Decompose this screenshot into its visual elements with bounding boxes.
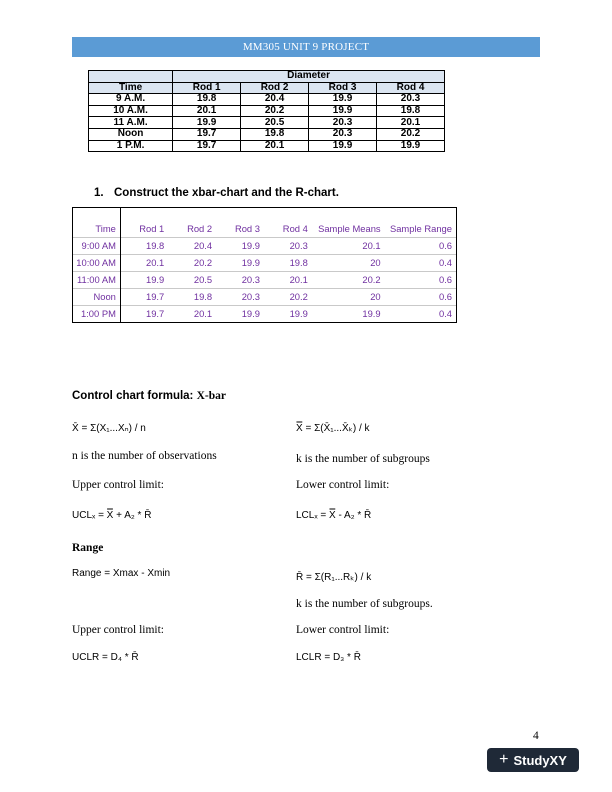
table-cell: 19.8 <box>173 94 241 106</box>
brand-label: StudyXY <box>513 752 567 768</box>
table-cell: 20.2 <box>241 105 309 117</box>
table-cell: 19.9 <box>216 238 264 255</box>
table-cell: 0.4 <box>385 255 457 272</box>
xbar-formula: X̄ = Σ(X₁...Xₙ) / n <box>72 423 146 434</box>
table-cell: 0.6 <box>385 272 457 289</box>
sample-stats-table <box>72 207 457 323</box>
control-chart-heading <box>72 390 226 402</box>
column-header-time: Time <box>89 82 173 94</box>
rbar-formula: R̄ = Σ(R₁...Rₖ) / k <box>296 572 372 583</box>
xdoublebar-formula: X̿ = Σ(X̄₁...X̄ₖ) / k <box>296 423 370 434</box>
table-cell: 20 <box>312 255 385 272</box>
table-cell: 0.6 <box>385 289 457 306</box>
table-cell: 19.8 <box>377 105 445 117</box>
table-cell: 20.2 <box>168 255 216 272</box>
table-cell: 20.3 <box>216 272 264 289</box>
range-ucl-label: Upper control limit: <box>72 624 164 636</box>
table-cell: 20.5 <box>168 272 216 289</box>
table-corner <box>89 71 173 83</box>
control-chart-heading-text: Control chart formula: <box>72 390 194 402</box>
plus-icon: + <box>499 751 509 768</box>
table-row <box>89 105 445 117</box>
table-row <box>73 255 457 272</box>
table-cell: 19.9 <box>216 306 264 323</box>
table-cell: 20.4 <box>168 238 216 255</box>
column-header-sample-means: Sample Means <box>312 208 385 238</box>
table-cell: 20.2 <box>312 272 385 289</box>
column-header-rod3: Rod 3 <box>309 82 377 94</box>
table-cell: 20.3 <box>216 289 264 306</box>
column-header-rod1: Rod 1 <box>120 208 168 238</box>
table-cell: 19.9 <box>309 140 377 152</box>
table-cell: 20.2 <box>264 289 312 306</box>
diameter-table <box>88 70 445 152</box>
table-cell: 20.1 <box>120 255 168 272</box>
table-row <box>73 272 457 289</box>
column-header-rod2: Rod 2 <box>168 208 216 238</box>
table-cell: 10 A.M. <box>89 105 173 117</box>
studyxy-badge[interactable] <box>487 748 579 772</box>
table-cell: 20.4 <box>241 94 309 106</box>
table-cell: 10:00 AM <box>73 255 121 272</box>
table-cell: 0.4 <box>385 306 457 323</box>
table-cell: 19.7 <box>173 140 241 152</box>
table-cell: 19.8 <box>241 128 309 140</box>
table-cell: 9:00 AM <box>73 238 121 255</box>
table-row <box>73 306 457 323</box>
page-number: 4 <box>533 730 539 742</box>
question-number: 1. <box>94 187 104 199</box>
table-row <box>73 238 457 255</box>
ucl-r-formula: UCLR = D₄ * R̄ <box>72 652 139 663</box>
ucl-x-formula: UCLₓ = X̿ + A₂ * R̄ <box>72 510 152 521</box>
table-cell: 1:00 PM <box>73 306 121 323</box>
lcl-x-formula: LCLₓ = X̿ - A₂ * R̄ <box>296 510 372 521</box>
xdoublebar-note: k is the number of subgroups <box>296 453 430 465</box>
table-cell: 19.9 <box>173 117 241 129</box>
header-title: MM305 UNIT 9 PROJECT <box>242 41 370 53</box>
table-cell: 20.1 <box>168 306 216 323</box>
column-header-rod2: Rod 2 <box>241 82 309 94</box>
range-lcl-label: Lower control limit: <box>296 624 390 636</box>
xbar-note: n is the number of observations <box>72 450 217 462</box>
table-cell: 19.9 <box>312 306 385 323</box>
column-header-rod1: Rod 1 <box>173 82 241 94</box>
table-row <box>89 140 445 152</box>
table-cell: 11:00 AM <box>73 272 121 289</box>
table-cell: 20.3 <box>264 238 312 255</box>
table-cell: 19.8 <box>120 238 168 255</box>
table-row <box>73 289 457 306</box>
column-header-time: Time <box>73 208 121 238</box>
table-cell: 1 P.M. <box>89 140 173 152</box>
table-cell: 0.6 <box>385 238 457 255</box>
column-header-rod4: Rod 4 <box>264 208 312 238</box>
table-cell: 19.7 <box>120 306 168 323</box>
lcl-label: Lower control limit: <box>296 479 390 491</box>
table-cell: 20.5 <box>241 117 309 129</box>
diameter-group-header: Diameter <box>173 71 445 83</box>
table-cell: 20.1 <box>312 238 385 255</box>
table-cell: 19.9 <box>309 94 377 106</box>
table-row <box>89 128 445 140</box>
question-1 <box>94 187 339 199</box>
table-cell: 20.1 <box>377 117 445 129</box>
table-cell: 19.9 <box>264 306 312 323</box>
lcl-r-formula: LCLR = D₃ * R̄ <box>296 652 361 663</box>
table-cell: 9 A.M. <box>89 94 173 106</box>
table-cell: 19.9 <box>309 105 377 117</box>
table-cell: 19.8 <box>168 289 216 306</box>
table-cell: 19.7 <box>173 128 241 140</box>
table-cell: 20 <box>312 289 385 306</box>
table-cell: 20.1 <box>173 105 241 117</box>
table-cell: 20.3 <box>309 117 377 129</box>
table-cell: 20.1 <box>241 140 309 152</box>
table-cell: 20.1 <box>264 272 312 289</box>
table-row <box>89 117 445 129</box>
column-header-rod4: Rod 4 <box>377 82 445 94</box>
table-cell: Noon <box>73 289 121 306</box>
table-cell: 20.3 <box>309 128 377 140</box>
table-cell: 19.9 <box>377 140 445 152</box>
table-cell: 11 A.M. <box>89 117 173 129</box>
column-header-rod3: Rod 3 <box>216 208 264 238</box>
table-cell: 20.3 <box>377 94 445 106</box>
table-cell: 19.9 <box>216 255 264 272</box>
column-header-sample-range: Sample Range <box>385 208 457 238</box>
table-cell: 19.9 <box>120 272 168 289</box>
ucl-label: Upper control limit: <box>72 479 164 491</box>
table-cell: 19.8 <box>264 255 312 272</box>
rbar-note: k is the number of subgroups. <box>296 598 433 610</box>
question-text: Construct the xbar-chart and the R-chart. <box>114 187 339 199</box>
table-row <box>89 94 445 106</box>
table-cell: 20.2 <box>377 128 445 140</box>
range-formula: Range = Xmax - Xmin <box>72 568 171 579</box>
range-heading: Range <box>72 542 104 554</box>
page-header <box>72 37 540 57</box>
table-cell: 19.7 <box>120 289 168 306</box>
control-chart-heading-suffix: X-bar <box>196 390 226 402</box>
table-cell: Noon <box>89 128 173 140</box>
